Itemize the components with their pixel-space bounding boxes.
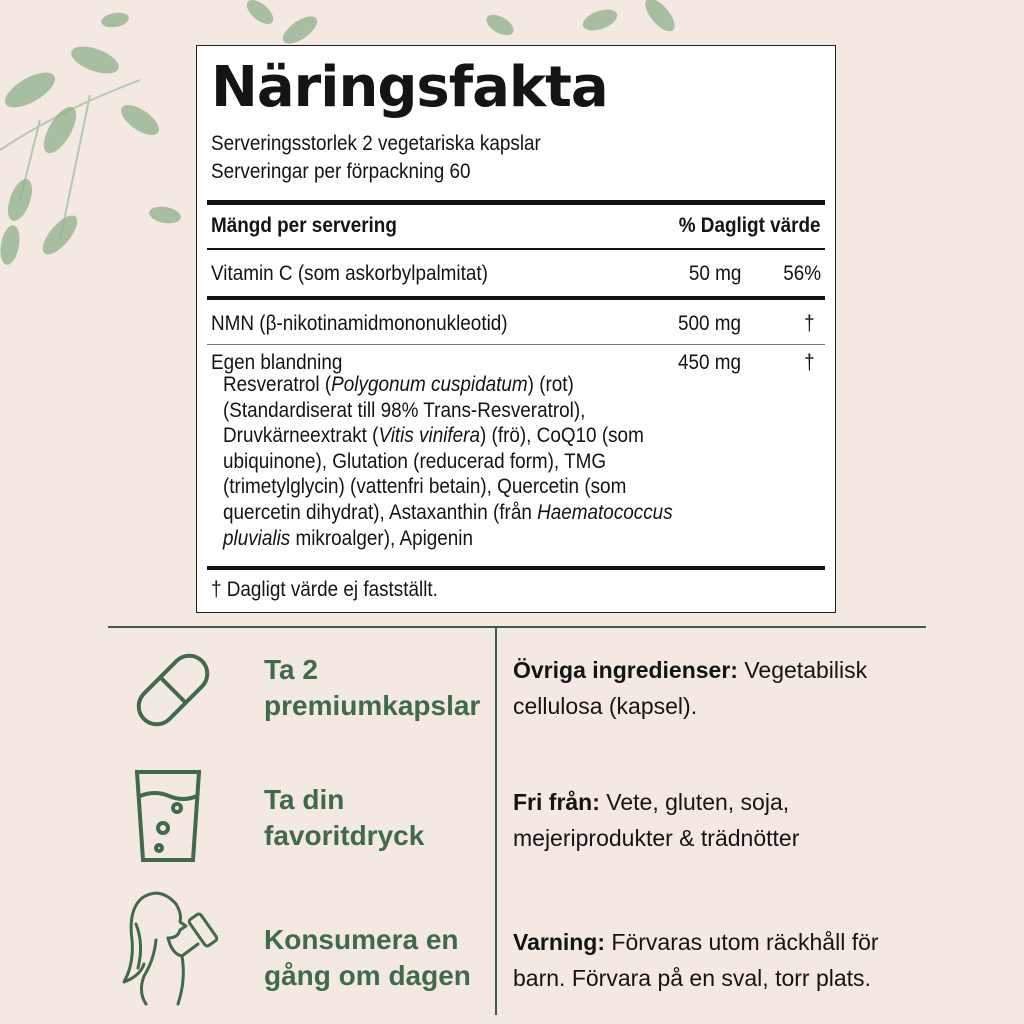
thick-rule	[207, 296, 825, 300]
amount-header: Mängd per servering	[211, 214, 397, 237]
capsule-icon	[128, 650, 218, 730]
nutrient-name: Egen blandning	[211, 351, 343, 374]
step-take-capsules: Ta 2 premiumkapslar	[264, 654, 481, 721]
thick-rule	[207, 566, 825, 570]
nutrient-daily-value: †	[804, 312, 815, 335]
glass-icon	[133, 768, 205, 866]
thick-rule	[207, 200, 825, 205]
serving-size: Serveringsstorlek 2 vegetariska kapslar	[211, 132, 541, 155]
drinking-woman-icon	[116, 884, 246, 1006]
nutrient-name: NMN (β-nikotinamidmononukleotid)	[211, 312, 508, 335]
step-favorite-drink: Ta din favoritdryck	[264, 784, 425, 851]
nutrient-amount: 500 mg	[677, 312, 741, 335]
other-ingredients: Övriga ingredienser: Vegetabilisk cellulosa (kapsel).	[513, 657, 868, 719]
nutrient-daily-value: 56%	[783, 262, 821, 285]
nutrition-facts-panel	[196, 45, 836, 613]
horizontal-divider	[108, 626, 926, 628]
blend-ingredients: Resveratrol (Polygonum cuspidatum) (rot) (Standardiserat till 98% Trans-Resveratrol), Druvkärneextrakt (Vitis vinifera) (frö), CoQ10 (som ubiquinone), Glutation (reducerad form), TMG (trimetylglycin) (vattenfri betain), Quercetin (som quercetin dihydrat), Astaxanthin (från Haematococcus pluvialis mikroalger), Apigenin	[223, 373, 673, 550]
header-rule	[207, 248, 825, 250]
nutrient-daily-value: †	[804, 351, 815, 374]
nutrient-amount: 450 mg	[677, 351, 741, 374]
nutrient-amount: 50 mg	[688, 262, 741, 285]
free-from: Fri från: Vete, gluten, soja, mejeriprodukter & trädnötter	[513, 789, 800, 851]
daily-value-header: % Dagligt värde	[679, 214, 821, 237]
nutrient-name: Vitamin C (som askorbylpalmitat)	[211, 262, 488, 285]
step-consume-daily: Konsumera en gång om dagen	[264, 924, 471, 991]
panel-title: Näringsfakta	[211, 55, 608, 120]
servings-per-package: Serveringar per förpackning 60	[211, 160, 471, 183]
warning: Varning: Förvaras utom räckhåll för barn. Förvara på en sval, torr plats.	[513, 929, 879, 991]
footnote: † Dagligt värde ej fastställt.	[211, 578, 438, 601]
thin-rule	[207, 344, 825, 345]
